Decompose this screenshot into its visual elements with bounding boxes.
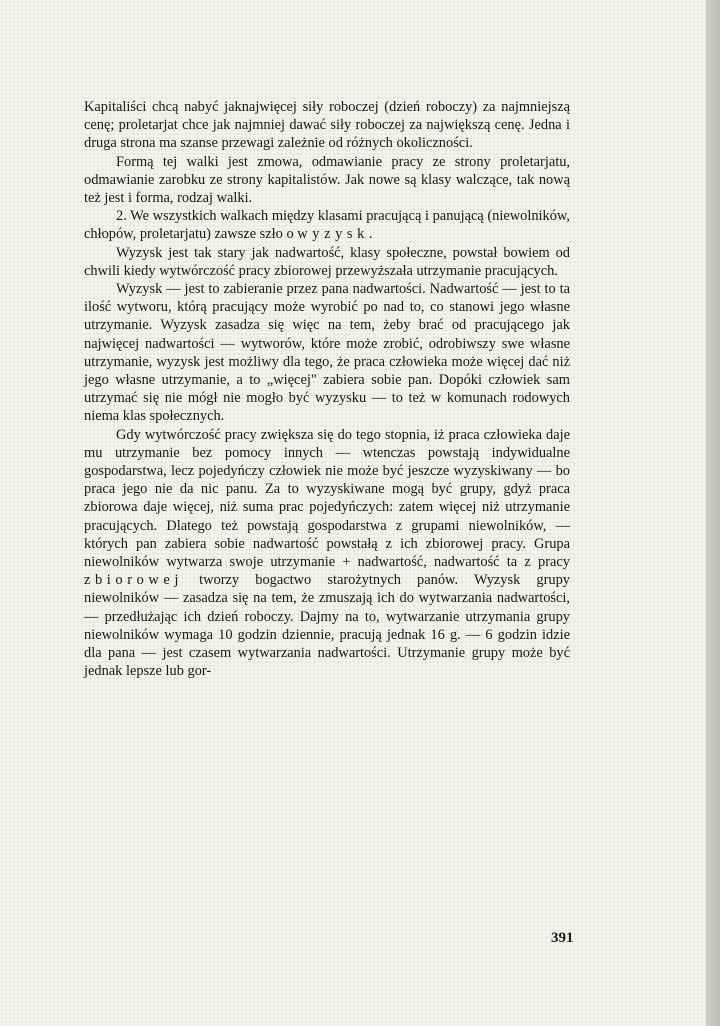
paragraph-5: Wyzysk — jest to zabieranie przez pana nadwartości. Nadwartość — jest to ta ilość wytworu, którą pracujący może wyrobić po nad to, co stanowi jego własne utrzymanie. Wyzysk zasadza się więc na tem, żeby brać od pracującego jak najwięcej nadwartości — wytworów, które może zrobić, odrobiwszy swe własne utrzymanie, wyzysk jest możliwy dla tego, że praca człowieka może więcej dać niż jego własne utrzymanie, a to „więcej" zabiera sobie pan. Dopóki człowiek sam utrzymać się nie mógł nie mogło być wyzysku — to też w komunach rodowych niema klas społecznych.: [84, 281, 570, 425]
emphasis-zbiorowej: zbiorowej: [84, 572, 184, 589]
paragraph-6-text: Gdy wytwórczość pracy zwiększa się do tego stopnia, iż praca człowieka daje mu utrzymanie bez pomocy innych — wtenczas powstają indywidualne gospodarstwa, lecz pojedyńczy człowiek nie może być jeszcze wyzyskiwany — bo praca jego nie da nic panu. Za to wyzyskiwane mogą być grupy, gdyż praca zbiorowa daje więcej, niż suma prac pojedyńczych: zatem więcej niż utrzymanie pracujących. Dlatego też powstają gospodarstwa z grupami niewolników, — których pan zabiera sobie nadwartość powstałą z ich zbiorowej pracy. Grupa niewolników wytwarza swoje utrzymanie + nadwartość, nadwartość ta z pracy: [84, 426, 570, 571]
page-gutter-shadow: [706, 0, 720, 1026]
paragraph-3-end: .: [368, 226, 373, 243]
paragraph-1: Kapitaliści chcą nabyć jaknajwięcej siły roboczej (dzień roboczy) za najmniejszą cenę; proletarjat chce jak najmniej dawać siły roboczej za największą cenę. Jedna i druga strona ma szanse przewagi zależnie od różnych okoliczności.: [84, 99, 570, 152]
paragraph-4: Wyzysk jest tak stary jak nadwartość, klasy społeczne, powstał bowiem od chwili kiedy wytwórczość pracy zbiorowej przewyższała utrzymanie pracujących.: [84, 244, 570, 279]
emphasis-wyzysk: wyzysk: [297, 226, 369, 243]
body-text: [84, 98, 570, 681]
paragraph-3: [84, 207, 570, 243]
paragraph-3-text: 2. We wszystkich walkach między klasami pracującą i panującą (niewolników, chłopów, proletarjatu) zawsze szło o: [84, 208, 570, 243]
paragraph-6: [84, 426, 570, 681]
paragraph-6-end: tworzy bogactwo starożytnych panów. Wyzysk grupy niewolników — zasadza się na tem, że zmuszają ich do wytwarzania nadwartości, — przedłużając ich dzień roboczy. Dajmy na to, wytwarzanie utrzymania grupy niewolników wymaga 10 godzin dziennie, pracują jednak 16 g. — 6 godzin idzie dla pana — jest czasem wytwarzania nadwartości. Utrzymanie grupy może być jednak lepsze lub gor-: [84, 572, 570, 680]
page-number: 391: [551, 930, 574, 946]
paragraph-2: Formą tej walki jest zmowa, odmawianie pracy ze strony proletarjatu, odmawianie zarobku ze strony kapitalistów. Jak nowe są klasy walczące, tak nową też jest i forma, rodzaj walki.: [84, 153, 570, 207]
